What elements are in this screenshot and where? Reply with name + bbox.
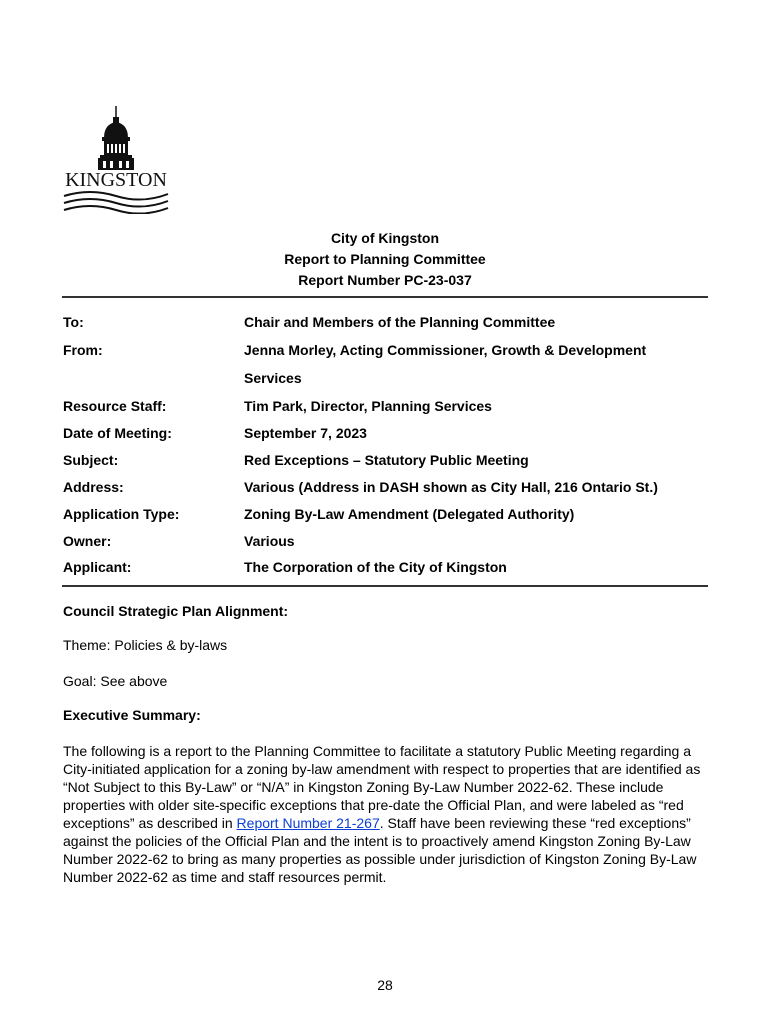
meta-value: Jenna Morley, Acting Commissioner, Growth & Development [244,342,647,358]
page-number: 28 [377,977,393,993]
strategic-heading: Council Strategic Plan Alignment: [63,603,289,619]
meta-label: Application Type: [63,506,180,522]
city-name: City of Kingston [330,230,440,246]
executive-summary-heading: Executive Summary: [63,707,201,723]
meta-value: Various [244,533,295,549]
meta-label: To: [63,314,84,330]
report-header [0,228,770,291]
meta-value: Services [244,370,302,386]
report-to: Report to Planning Committee [284,251,486,267]
summary-text-part: The following is a report to the Planning Committee to facilitate a statutory Public Meeting regarding a City-initiated application for a zoning by-law amendment with respect to properties that are identified as “Not Subject to this By-Law” or “N/A” in Kingston Zoning By-Law Number 2022-62. These include properties with older site-specific exceptions that pre-date the Official Plan, and were labeled as “red exceptions” as described in [63,743,701,831]
meta-label: From: [63,342,103,358]
executive-summary-text [63,742,711,886]
meta-value: The Corporation of the City of Kingston [244,559,507,575]
meta-value: Zoning By-Law Amendment (Delegated Authority) [244,506,575,522]
city-hall-dome-icon [60,104,172,214]
meta-label: Date of Meeting: [63,425,172,441]
meta-row-resource-staff [63,398,708,425]
meta-value: Various (Address in DASH shown as City Hall, 216 Ontario St.) [244,479,658,495]
meta-row-from-cont [63,370,708,398]
meta-label: Address: [63,479,124,495]
meta-row-applicant [63,559,708,579]
meta-label: Subject: [63,452,119,468]
meta-label: Owner: [63,533,112,549]
report-meta-table [63,314,708,579]
meta-row-from [63,342,708,370]
meta-row-subject [63,452,708,479]
meta-row-owner [63,533,708,559]
summary-text-part: . Staff have been reviewing these “red exceptions” against the policies of the Official Plan and the intent is to proactively amend Kingston Zoning By-Law Number 2022-62 to bring as many properties as possible under jurisdiction of Kingston Zoning By-Law Number 2022-62 as time and staff resources permit. [63,815,697,885]
bottom-divider [62,585,708,587]
meta-row-to [63,314,708,342]
meta-label: Resource Staff: [63,398,167,414]
meta-row-address [63,479,708,506]
top-divider [62,296,708,298]
meta-row-application-type [63,506,708,533]
meta-value: September 7, 2023 [244,425,367,441]
report-link[interactable]: Report Number 21-267 [236,815,380,831]
meta-value: Red Exceptions – Statutory Public Meeting [244,452,529,468]
meta-value: Chair and Members of the Planning Committee [244,314,556,330]
theme-line: Theme: Policies & by-laws [63,637,228,653]
kingston-logo [60,104,172,214]
logo-text: KINGSTON [65,169,167,191]
report-number: Report Number PC-23-037 [298,272,472,288]
goal-line: Goal: See above [63,673,168,689]
meta-value: Tim Park, Director, Planning Services [244,398,492,414]
meta-row-date [63,425,708,452]
meta-label: Applicant: [63,559,132,575]
